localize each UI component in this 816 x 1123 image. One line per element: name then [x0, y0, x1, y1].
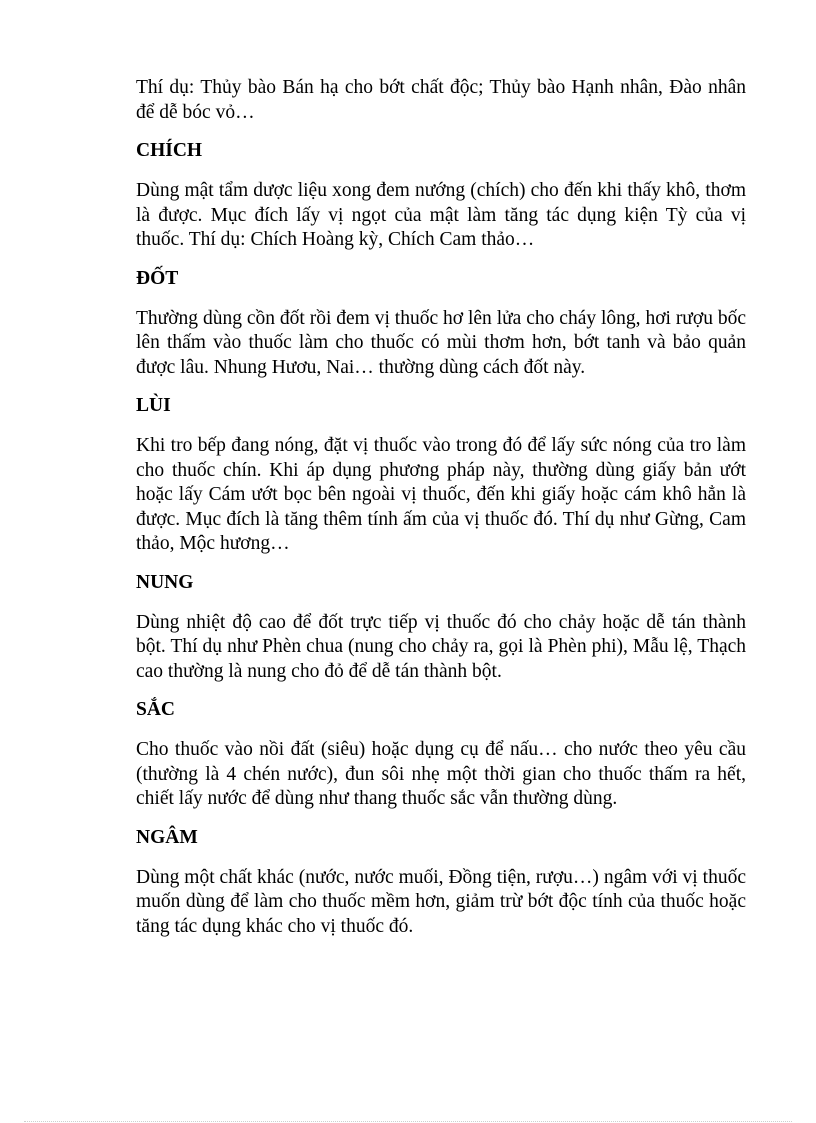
section-body-sac: Cho thuốc vào nồi đất (siêu) hoặc dụng cụ để nấu… cho nước theo yêu cầu (thường là 4 chén nước), đun sôi nhẹ một thời gian cho thuốc thấm ra hết, chiết lấy nước để dùng như thang thuốc sắc vẫn thường dùng. — [136, 739, 746, 809]
section-body-dot: Thường dùng cồn đốt rồi đem vị thuốc hơ lên lửa cho cháy lông, hơi rượu bốc lên thấm vào thuốc làm cho thuốc có mùi thơm hơn, bớt tanh và bảo quản được lâu. Nhung Hươu, Nai… thường dùng cách đốt này. — [136, 307, 746, 378]
section-heading-chich: CHÍCH — [136, 140, 203, 161]
section-heading-lui: LÙI — [136, 395, 171, 416]
section-heading-nung: NUNG — [136, 571, 194, 593]
section-body-lui: Khi tro bếp đang nóng, đặt vị thuốc vào trong đó để lấy sức nóng của tro làm cho thuốc chín. Khi áp dụng phương pháp này, thường dùng giấy bản ướt hoặc lấy Cám ướt bọc bên ngoài vị thuốc, đến khi giấy hoặc cám khô hẳn là được. Mục đích là tăng thêm tính ấm của vị thuốc đó. Thí dụ như Gừng, Cam thảo, Mộc hương… — [136, 435, 746, 554]
document-body — [136, 76, 746, 953]
page-bottom-divider — [24, 1121, 792, 1122]
intro-paragraph: Thí dụ: Thủy bào Bán hạ cho bớt chất độc; Thủy bào Hạnh nhân, Đào nhân để dễ bóc vỏ… — [136, 77, 746, 123]
section-heading-dot: ĐỐT — [136, 267, 179, 289]
section-body-ngam: Dùng một chất khác (nước, nước muối, Đồng tiện, rượu…) ngâm với vị thuốc muốn dùng để làm cho thuốc mềm hơn, giảm trừ bớt độc tính của thuốc hoặc tăng tác dụng khác cho vị thuốc đó. — [136, 866, 746, 937]
section-body-chich: Dùng mật tẩm dược liệu xong đem nướng (chích) cho đến khi thấy khô, thơm là được. Mục đích lấy vị ngọt của mật làm tăng tác dụng kiện Tỳ của vị thuốc. Thí dụ: Chích Hoàng kỳ, Chích Cam thảo… — [136, 180, 746, 250]
section-body-nung: Dùng nhiệt độ cao để đốt trực tiếp vị thuốc đó cho chảy hoặc dễ tán thành bột. Thí dụ như Phèn chua (nung cho chảy ra, gọi là Phèn phi), Mẫu lệ, Thạch cao thường là nung cho đỏ để dễ tán thành bột. — [136, 611, 746, 682]
section-heading-ngam: NGÂM — [136, 826, 198, 848]
section-heading-sac: SẮC — [136, 699, 176, 720]
